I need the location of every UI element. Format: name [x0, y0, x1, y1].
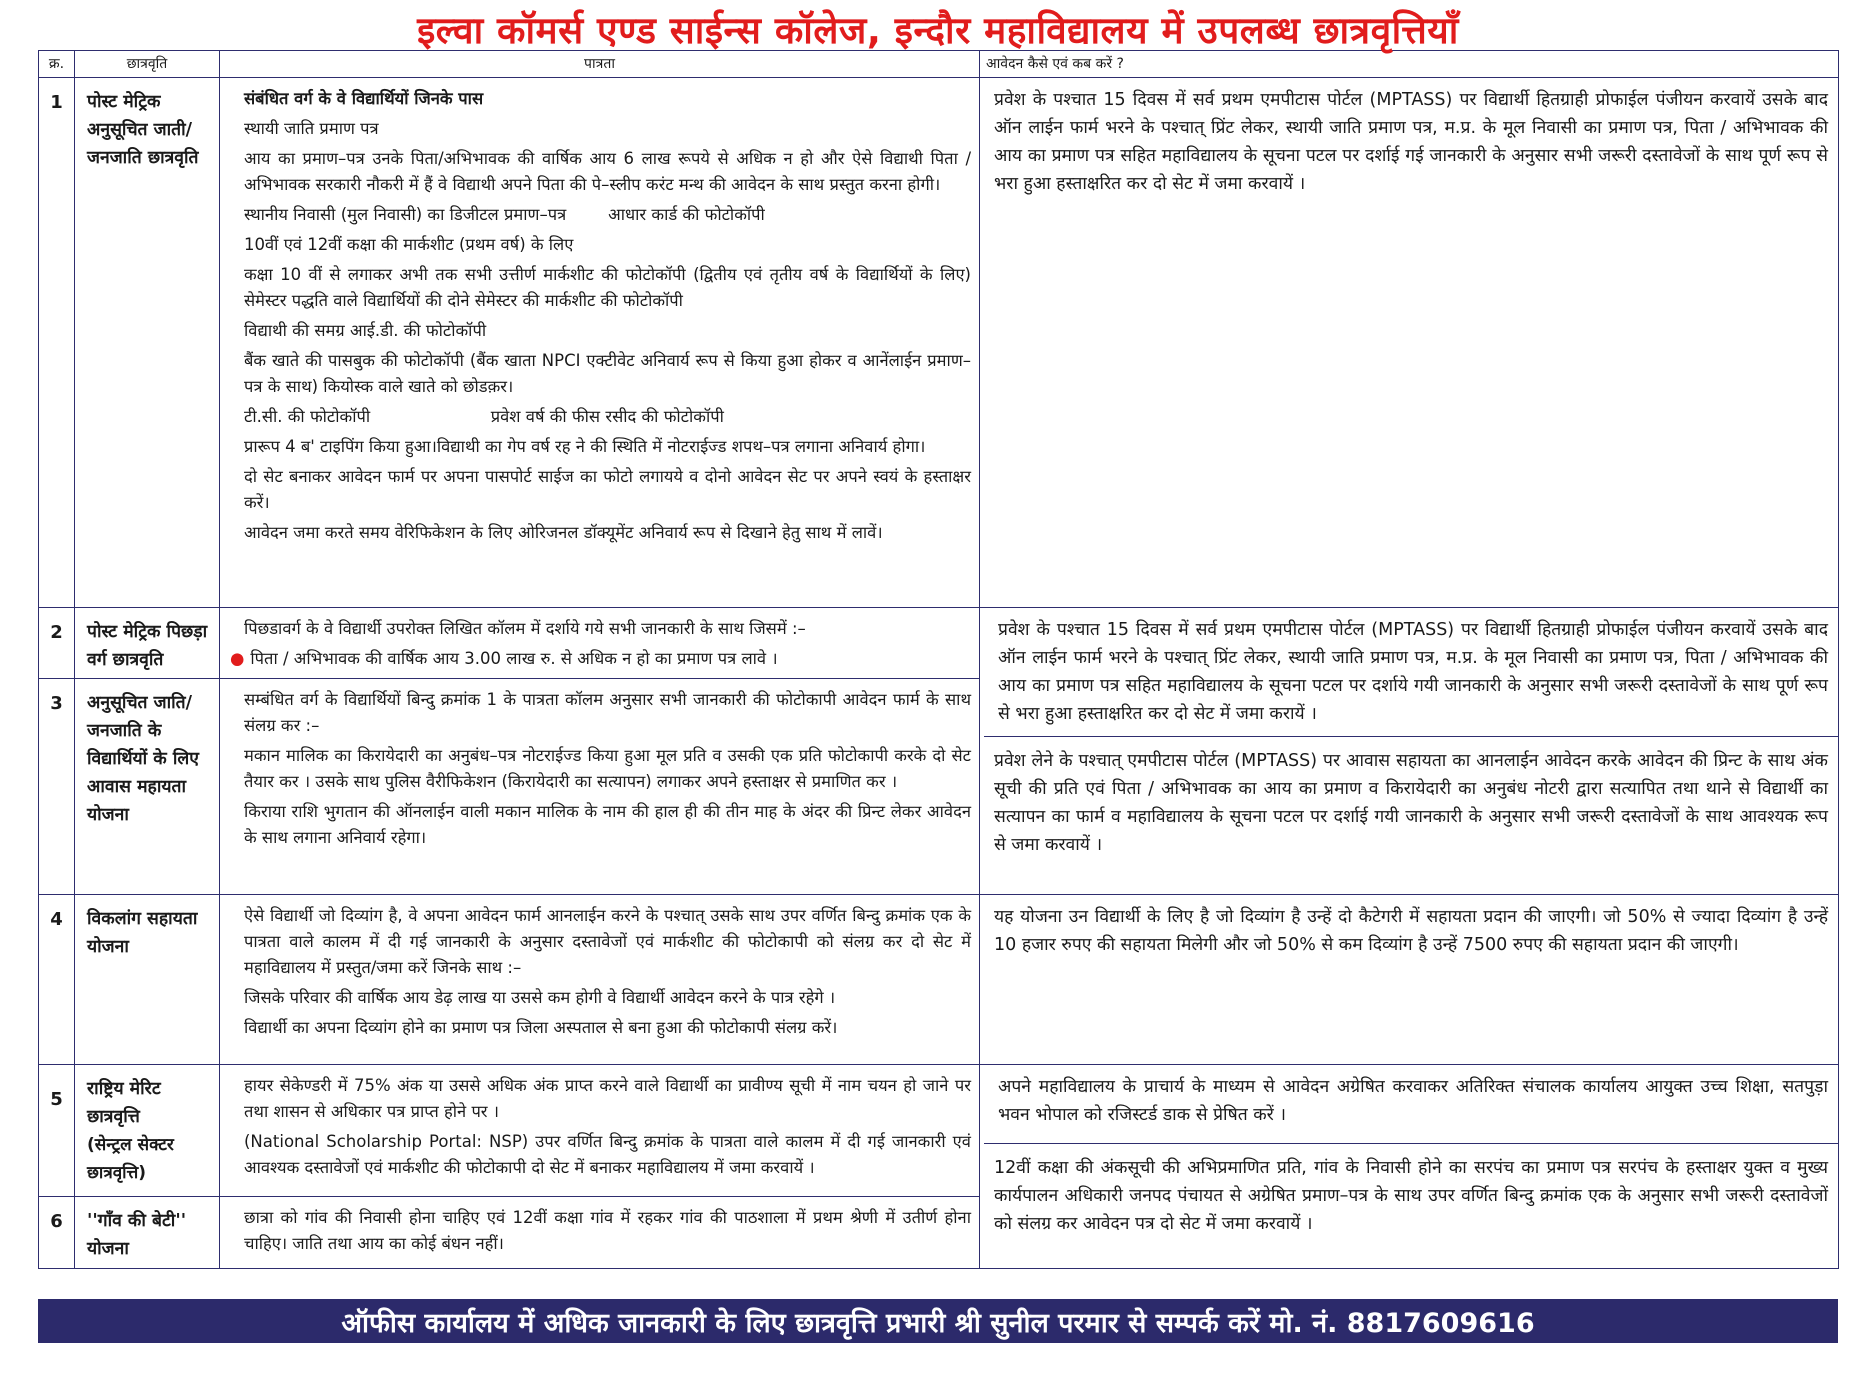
how-to-apply-text: प्रवेश के पश्चात 15 दिवस में सर्व प्रथम एमपीटास पोर्टल (MPTASS) पर विद्यार्थी हितग्राही प्रोफाईल पंजीयन करवायें उसके बाद ऑन लाईन फार्म भरने के पश्चात् प्रिंट लेकर, स्थायी जाति प्रमाण पत्र, म.प्र. के मूल निवासी का प्रमाण पत्र, पिता / अभिभावक की आय का प्रमाण पत्र सहित महाविद्यालय के सूचना पटल पर दर्शाई गई जानकारी के अनुसार सभी जरूरी दस्तावेजों के साथ पूर्ण रूप से भरा हुआ हस्ताक्षरित कर दो सेट में जमा करवायें । — [994, 90, 1828, 194]
header-eligibility: पात्रता — [220, 51, 980, 78]
eligibility-item: किराया राशि भुगतान की ऑनलाईन वाली मकान मालिक के नाम की हाल ही की तीन माह के अंदर की प्रिन्ट लेकर आवेदन के साथ लगाना अनिवार्य रहेगा। — [244, 802, 971, 847]
table-row — [39, 78, 1839, 608]
bullet-icon: ● — [230, 649, 245, 668]
eligibility-item: सम्बंधित वर्ग के विद्यार्थियों बिन्दु क्रमांक 1 के पात्रता कॉलम अनुसार सभी जानकारी की फोटोकापी आवेदन फार्म के साथ संलग्र कर :– — [244, 690, 971, 735]
row-eligibility — [220, 1065, 980, 1197]
how-to-apply-text: प्रवेश लेने के पश्चात् एमपीटास पोर्टल (MPTASS) पर आवास सहायता का आनलाईन आवेदन करके आवेदन की प्रिन्ट के साथ अंक सूची की प्रति एवं पिता / अभिभावक का आय का प्रमाण व किरायेदारी का अनुबंध नोटरी द्वारा सत्यापित तथा थाने से विद्यार्थी का सत्यापन का फार्म व महाविद्यालय के सूचना पटल पर दर्शाई गयी जानकारी के अनुसार सभी जरूरी दस्तावेजों के साथ आवश्यक रूप से जमा करवायें । — [994, 751, 1828, 855]
table-row — [39, 608, 1839, 679]
table-row — [39, 1065, 1839, 1197]
row-eligibility — [220, 78, 980, 608]
row-how-to-apply — [980, 895, 1839, 1065]
row-how-to-apply — [980, 78, 1839, 608]
eligibility-item: प्रारूप 4 ब' टाइपिंग किया हुआ।विद्याथी का गेप वर्ष रह ने की स्थिति में नोटराईज्ड शपथ–पत्र लगाना अनिवार्य होगा। — [244, 437, 926, 456]
table-header-row — [39, 51, 1839, 78]
row-scholarship-name: पोस्ट मेट्रिक पिछड़ा वर्ग छात्रवृति — [75, 608, 220, 679]
contact-footer: ऑफीस कार्यालय में अधिक जानकारी के लिए छात्रवृत्ति प्रभारी श्री सुनील परमार से सम्पर्क करें मो. नं. 8817609616 — [38, 1299, 1838, 1343]
eligibility-item: पिछडावर्ग के वे विद्यार्थी उपरोक्त लिखित कॉलम में दर्शाये गये सभी जानकारी के साथ जिसमें :– — [244, 619, 806, 638]
eligibility-item: विद्याथी की समग्र आई.डी. की फोटोकॉपी — [244, 321, 487, 340]
eligibility-item: दो सेट बनाकर आवेदन फार्म पर अपना पासपोर्ट साईज का फोटो लगायये व दोनो आवेदन सेट पर अपने स्वयं के हस्ताक्षर करें। — [244, 467, 971, 512]
eligibility-item: आय का प्रमाण–पत्र उनके पिता/अभिभावक की वार्षिक आय 6 लाख रूपये से अधिक न हो और ऐसे विद्याथी पिता / अभिभावक सरकारी नौकरी में हैं वे विद्याथी अपने पिता की पे–स्लीप करंट मन्थ की आवेदन के साथ प्रस्तुत करना होगी। — [244, 149, 971, 194]
how-to-apply-text: प्रवेश के पश्चात 15 दिवस में सर्व प्रथम एमपीटास पोर्टल (MPTASS) पर विद्यार्थी हितग्राही प्रोफाईल पंजीयन करवायें उसके बाद ऑन लाईन फार्म भरने के पश्चात् प्रिंट लेकर, स्थायी जाति प्रमाण पत्र, म.प्र. के मूल निवासी का प्रमाण पत्र, पिता / अभिभावक की आय का प्रमाण पत्र सहित महाविद्यालय के सूचना पटल पर दर्शाये गयी जानकारी के अनुसार सभी जरूरी दस्तावेजों के साथ पूर्ण रूप से भरा हुआ हस्ताक्षरित कर दो सेट में जमा करायें । — [998, 620, 1828, 724]
eligibility-item: छात्रा को गांव की निवासी होना चाहिए एवं 12वीं कक्षा गांव में रहकर गांव की पाठशाला में प्रथम श्रेणी में उतीर्ण होना चाहिए। जाति तथा आय का कोई बंधन नहीं। — [244, 1208, 971, 1253]
row-scholarship-name: अनुसूचित जाति/जनजाति के विद्यार्थियों के लिए आवास महायता योजना — [75, 679, 220, 895]
row-eligibility — [220, 608, 980, 679]
row-sn: 3 — [39, 679, 75, 895]
row-scholarship-name: पोस्ट मेट्रिक अनुसूचित जाती/जनजाति छात्रवृति — [75, 78, 220, 608]
row-how-to-apply — [980, 608, 1839, 895]
row-how-to-apply — [980, 1065, 1839, 1269]
row-scholarship-name: विकलांग सहायता योजना — [75, 895, 220, 1065]
page-title: इल्वा कॉमर्स एण्ड साईन्स कॉलेज, इन्दौर महाविद्यालय में उपलब्ध छात्रवृत्तियाँ — [417, 8, 1459, 52]
eligibility-item: संबंधित वर्ग के वे विद्यार्थियों जिनके पास — [244, 89, 484, 108]
eligibility-item: स्थानीय निवासी (मुल निवासी) का डिजीटल प्रमाण–पत्र आधार कार्ड की फोटोकॉपी — [244, 205, 765, 224]
row-sn: 4 — [39, 895, 75, 1065]
row-eligibility — [220, 1197, 980, 1269]
row-eligibility — [220, 679, 980, 895]
header-how-to-apply: आवेदन कैसे एवं कब करें ? — [980, 51, 1839, 78]
eligibility-bullet-text: पिता / अभिभावक की वार्षिक आय 3.00 लाख रु. से अधिक न हो का प्रमाण पत्र लावे । — [250, 649, 778, 668]
how-to-apply-text: यह योजना उन विद्यार्थी के लिए है जो दिव्यांग है उन्हें दो कैटेगरी में सहायता प्रदान की जाएगी। जो 50% से ज्यादा दिव्यांग है उन्हें 10 हजार रुपए की सहायता मिलेगी और जो 50% से कम दिव्यांग है उन्हें 7500 रुपए की सहायता प्रदान की जाएगी। — [994, 907, 1828, 955]
header-scholarship: छात्रवृति — [75, 51, 220, 78]
eligibility-item: मकान मालिक का किरायेदारी का अनुबंध–पत्र नोटराईज्ड किया हुआ मूल प्रति व उसकी एक प्रति फोटोकापी करके दो सेट तैयार कर । उसके साथ पुलिस वैरीफिकेशन (किरायेदारी का सत्यापन) लगाकर अपने हस्ताक्षर से प्रमाणित कर । — [244, 746, 971, 791]
eligibility-item: (National Scholarship Portal: NSP) उपर वर्णित बिन्दु क्रमांक के पात्रता वाले कालम में दी गई जानकारी एवं आवश्यक दस्तावेजों एवं मार्कशीट की फोटोकापी दो सेट में बनाकर महाविद्यालय में जमा करवायें । — [244, 1132, 971, 1177]
row-sn: 1 — [39, 78, 75, 608]
how-to-apply-block — [984, 608, 1838, 737]
row-scholarship-name: ''गाँव की बेटी'' योजना — [75, 1197, 220, 1269]
eligibility-item: ऐसे विद्यार्थी जो दिव्यांग है, वे अपना आवेदन फार्म आनलाईन करने के पश्चात् उसके साथ उपर वर्णित बिन्दु क्रमांक एक के पात्रता वाले कालम में दी गई जानकारी के अनुसार दस्तावेजों एवं मार्कशीट की फोटोकापी को संलग्र कर दो सेट में महाविद्यालय में प्रस्तुत/जमा करें जिनके साथ :– — [244, 906, 971, 977]
row-sn: 2 — [39, 608, 75, 679]
how-to-apply-text: 12वीं कक्षा की अंकसूची की अभिप्रमाणित प्रति, गांव के निवासी होने का सरपंच का प्रमाण पत्र सरपंच के हस्ताक्षर युक्त व मुख्य कार्यपालन अधिकारी जनपद पंचायत से अग्रेषित प्रमाण–पत्र के साथ उपर वर्णित बिन्दु क्रमांक एक के अनुसार सभी जरूरी दस्तावेजों को संलग्र कर आवेदन पत्र दो सेट में जमा करवायें । — [994, 1158, 1828, 1234]
eligibility-item: कक्षा 10 वीं से लगाकर अभी तक सभी उत्तीर्ण मार्कशीट की फोटोकॉपी (द्वितीय एवं तृतीय वर्ष के विद्यार्थियों के लिए) सेमेस्टर पद्धति वाले विद्यार्थियों की दोने सेमेस्टर की मार्कशीट की फोटोकॉपी — [244, 265, 971, 310]
row-scholarship-name — [75, 1065, 220, 1197]
scholarship-table — [38, 50, 1839, 1269]
how-to-apply-block — [994, 1144, 1828, 1238]
scholarship-name-subtitle: (सेन्ट्रल सेक्टर छात्रवृत्ति) — [87, 1135, 174, 1183]
eligibility-item: विद्यार्थी का अपना दिव्यांग होने का प्रमाण पत्र जिला अस्पताल से बना हुआ की फोटोकापी संलग्र करें। — [244, 1018, 838, 1037]
eligibility-item — [230, 644, 971, 674]
eligibility-item: बैंक खाते की पासबुक की फोटोकॉपी (बैंक खाता NPCI एक्टीवेट अनिवार्य रूप से किया हुआ होकर व आनेंलाईन प्रमाण–पत्र के साथ) कियोस्क वाले खाते को छोडक़र। — [244, 351, 971, 396]
how-to-apply-block — [984, 1065, 1838, 1144]
table-row — [39, 895, 1839, 1065]
how-to-apply-text: अपने महाविद्यालय के प्राचार्य के माध्यम से आवेदन अग्रेषित करवाकर अतिरिक्त संचालक कार्यालय आयुक्त उच्च शिक्षा, सतपुड़ा भवन भोपाल को रजिस्टर्ड डाक से प्रेषित करें । — [998, 1077, 1828, 1125]
eligibility-item: जिसके परिवार की वार्षिक आय डेढ़ लाख या उससे कम होगी वे विद्यार्थी आवेदन करने के पात्र रहेगे । — [244, 988, 836, 1007]
eligibility-item: स्थायी जाति प्रमाण पत्र — [244, 119, 379, 138]
eligibility-item: आवेदन जमा करते समय वेरिफिकेशन के लिए ओरिजनल डॉक्यूमेंट अनिवार्य रूप से दिखाने हेतु साथ में लावें। — [244, 523, 883, 542]
row-sn: 6 — [39, 1197, 75, 1269]
header-sn: क्र. — [39, 51, 75, 78]
row-eligibility — [220, 895, 980, 1065]
eligibility-item: 10वीं एवं 12वीं कक्षा की मार्कशीट (प्रथम वर्ष) के लिए — [244, 235, 574, 254]
eligibility-item: हायर सेकेण्डरी में 75% अंक या उससे अधिक अंक प्राप्त करने वाले विद्यार्थी का प्रावीण्य सूची में नाम चयन हो जाने पर तथा शासन से अधिकार पत्र प्राप्त होने पर । — [244, 1076, 971, 1121]
scholarship-name-text: राष्ट्रिय मेरिट छात्रवृत्ति — [87, 1079, 161, 1127]
scholarship-notice — [38, 6, 1838, 1346]
how-to-apply-block — [994, 737, 1828, 859]
eligibility-item: टी.सी. की फोटोकॉपी प्रवेश वर्ष की फीस रसीद की फोटोकॉपी — [244, 407, 724, 426]
row-sn: 5 — [39, 1065, 75, 1197]
